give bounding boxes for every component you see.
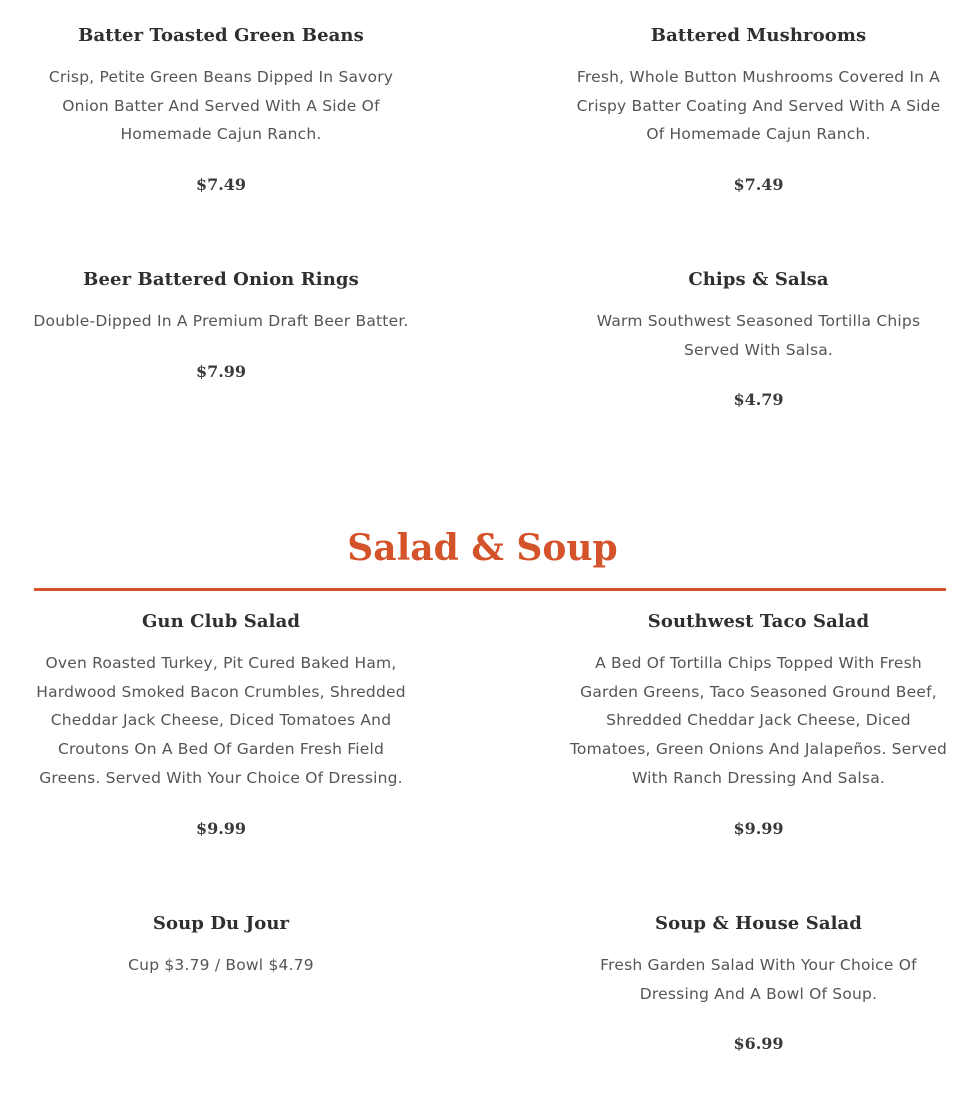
menu-item <box>568 24 949 196</box>
item-description: Fresh Garden Salad With Your Choice Of Dressing And A Bowl Of Soup. <box>600 956 917 1003</box>
item-name: Battered Mushrooms <box>650 25 867 46</box>
menu-item <box>568 268 949 411</box>
item-name: Soup Du Jour <box>152 913 290 934</box>
item-name: Southwest Taco Salad <box>647 611 870 632</box>
item-price: $7.99 <box>195 361 247 381</box>
item-price: $6.99 <box>733 1034 784 1054</box>
item-name: Soup & House Salad <box>655 913 862 934</box>
item-description: Cup $3.79 / Bowl $4.79 <box>128 956 314 974</box>
menu-item <box>30 24 412 196</box>
section-divider <box>34 588 946 591</box>
item-price: $9.99 <box>733 818 784 838</box>
item-description: Crisp, Petite Green Beans Dipped In Savory Onion Batter And Served With A Side Of Homemade Cajun Ranch. <box>48 68 394 144</box>
item-description: A Bed Of Tortilla Chips Topped With Fresh Garden Greens, Taco Seasoned Ground Beef, Shredded Cheddar Jack Cheese, Diced Tomatoes, Green Onions And Jalapeños. Served With Ranch Dressing And Salsa. <box>569 654 948 787</box>
item-name: Gun Club Salad <box>141 611 301 632</box>
item-name: Batter Toasted Green Beans <box>78 25 364 46</box>
item-price: $7.49 <box>733 175 784 195</box>
item-price: $4.79 <box>733 390 784 410</box>
item-description: Fresh, Whole Button Mushrooms Covered In A Crispy Batter Coating And Served With A Side Of Homemade Cajun Ranch. <box>576 68 941 144</box>
menu-item <box>568 610 949 840</box>
menu-item <box>30 268 412 383</box>
item-name: Beer Battered Onion Rings <box>83 269 359 290</box>
item-description: Double-Dipped In A Premium Draft Beer Batter. <box>33 312 409 330</box>
item-price: $9.99 <box>195 818 247 838</box>
menu-item <box>30 912 412 980</box>
item-name: Chips & Salsa <box>688 269 829 290</box>
menu-item <box>568 912 949 1055</box>
item-description: Warm Southwest Seasoned Tortilla Chips Served With Salsa. <box>596 312 921 359</box>
item-price: $7.49 <box>195 175 247 195</box>
section-title: Salad & Soup <box>347 527 618 569</box>
menu-item <box>30 610 412 840</box>
item-description: Oven Roasted Turkey, Pit Cured Baked Ham, Hardwood Smoked Bacon Crumbles, Shredded Cheddar Jack Cheese, Diced Tomatoes And Croutons On A Bed Of Garden Fresh Field Greens. Served With Your Choice Of Dressing. <box>36 654 406 787</box>
